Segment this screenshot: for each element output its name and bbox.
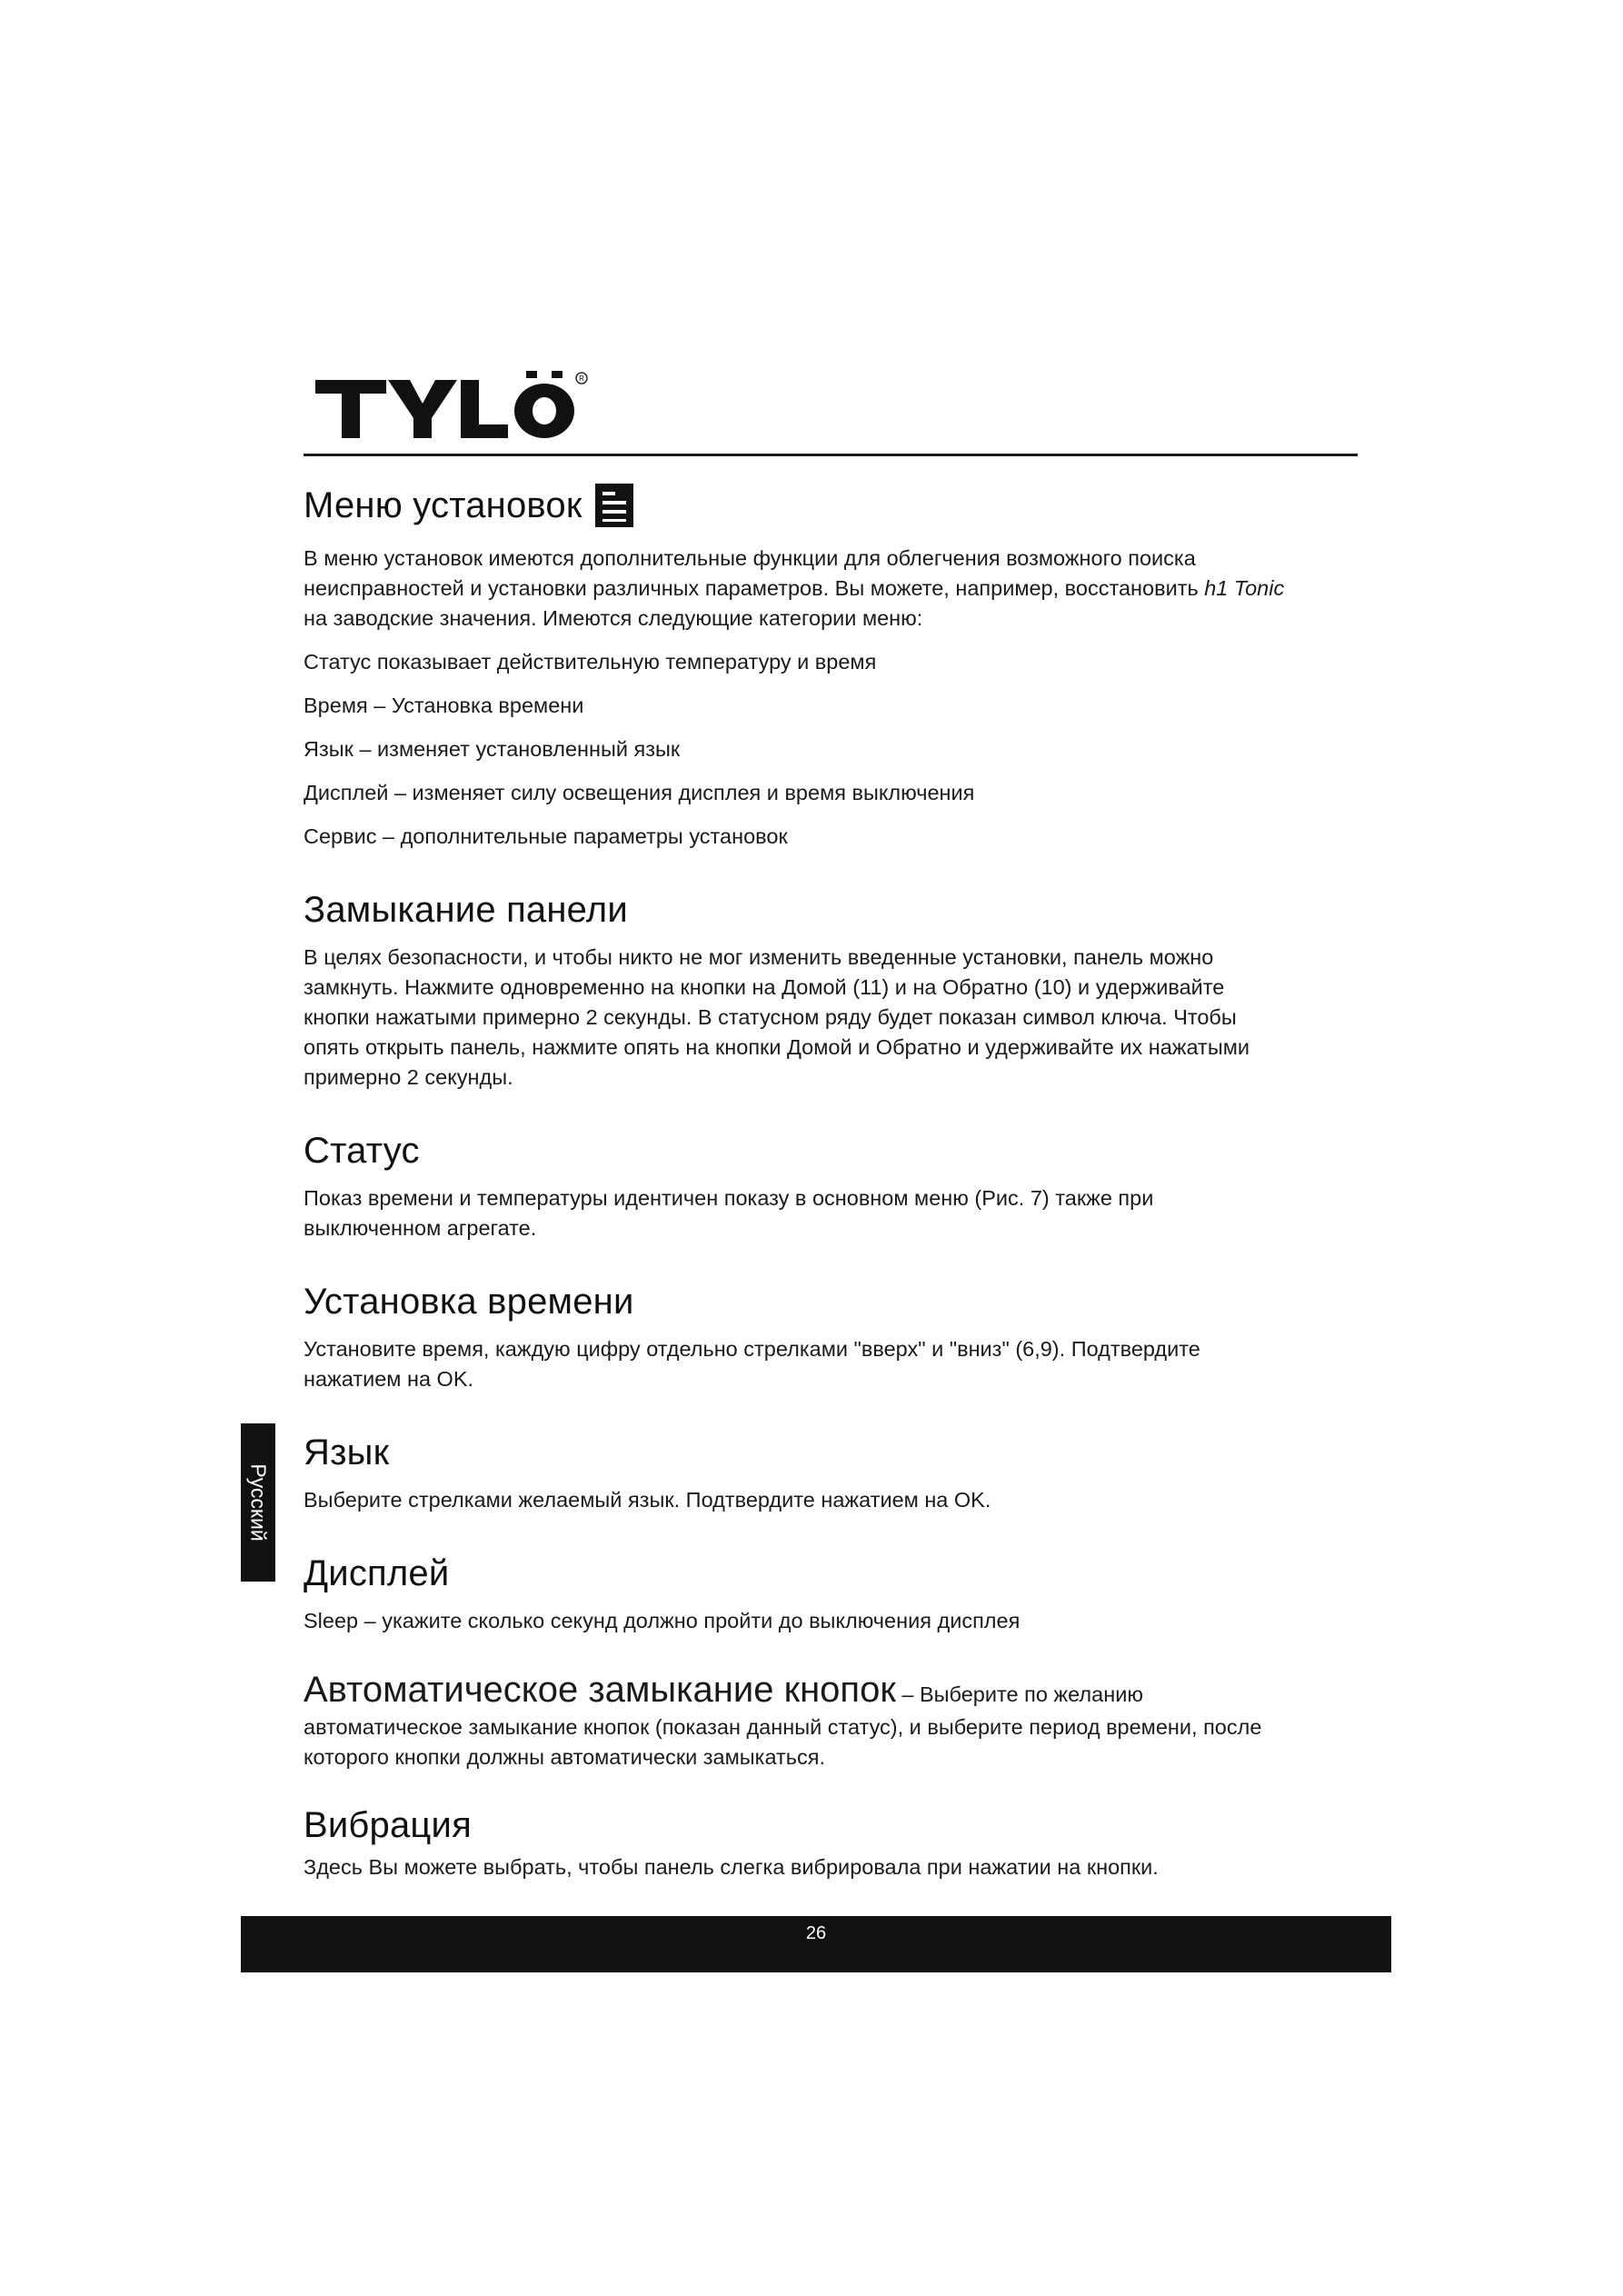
section-heading: Дисплей [304,1553,450,1593]
intro-text-end: на заводские значения. Имеются следующие категории меню: [304,606,923,630]
intro-product-name: h1 Tonic [1204,576,1285,600]
auto-lock-text: – Выберите по желанию автоматическое замыкание кнопок (показан данный статус), и выберите период времени, после которого кнопки должны автоматически замыкаться. [304,1682,1262,1769]
section-body: Sleep – укажите сколько секунд должно пройти до выключения дисплея [304,1609,1021,1632]
settings-menu-intro [304,544,1285,634]
menu-category-item: Статус показывает действительную температуру и время [304,650,877,674]
auto-lock-paragraph [304,1667,1285,1772]
section-body: В целях безопасности, и чтобы никто не мог изменить введенные установки, панель можно замкнуть. Нажмите одновременно на кнопки на Домой (11) и на Обратно (10) и удерживайте кнопки нажатыми примерно 2 секунды. В статусном ряду будет показан символ ключа. Чтобы опять открыть панель, нажмите опять на кнопки Домой и Обратно и удерживайте их нажатыми примерно 2 секунды. [304,945,1250,1089]
display-section [304,1548,1285,1636]
menu-settings-icon [595,484,633,527]
menu-category-item: Дисплей – изменяет силу освещения дисплея и время выключения [304,781,975,804]
vibration-section [304,1800,1285,1882]
settings-menu-heading [304,480,1285,531]
footer-bar [241,1916,1391,1972]
intro-text-start: В меню установок имеются дополнительные функции для облегчения возможного поиска неисправностей и установки различных параметров. Вы можете, например, восстановить [304,546,1205,600]
language-side-tab [241,1423,275,1582]
side-tab-label: Русский [246,1463,271,1542]
settings-menu-title: Меню установок [304,485,582,525]
menu-category-item: Время – Установка времени [304,694,584,717]
section-body: Выберите стрелками желаемый язык. Подтвердите нажатием на OK. [304,1488,991,1512]
section-heading: Установка времени [304,1282,634,1322]
section-heading: Статус [304,1131,420,1171]
settings-menu-section [304,480,1285,852]
language-section [304,1427,1285,1515]
tylo-logo [315,371,588,439]
svg-text:R: R [579,374,584,383]
time-setting-section [304,1276,1285,1394]
section-heading: Язык [304,1433,390,1472]
section-heading: Замыкание панели [304,890,628,930]
section-body: Установите время, каждую цифру отдельно стрелками "вверх" и "вниз" (6,9). Подтвердите нажатием на OK. [304,1337,1200,1391]
header-rule [304,454,1358,456]
auto-lock-section [304,1667,1285,1772]
page-content [304,480,1285,1882]
menu-category-item: Язык – изменяет установленный язык [304,737,681,761]
status-section [304,1125,1285,1243]
section-body: Здесь Вы можете выбрать, чтобы панель слегка вибрировала при нажатии на кнопки. [304,1855,1159,1879]
page-number: 26 [805,1923,827,1943]
auto-lock-heading: Автоматическое замыкание кнопок [304,1670,896,1710]
menu-category-item: Сервис – дополнительные параметры установок [304,824,788,848]
section-body: Показ времени и температуры идентичен показу в основном меню (Рис. 7) также при выключенном агрегате. [304,1186,1154,1240]
section-heading: Вибрация [304,1805,472,1845]
panel-lock-section [304,884,1285,1093]
